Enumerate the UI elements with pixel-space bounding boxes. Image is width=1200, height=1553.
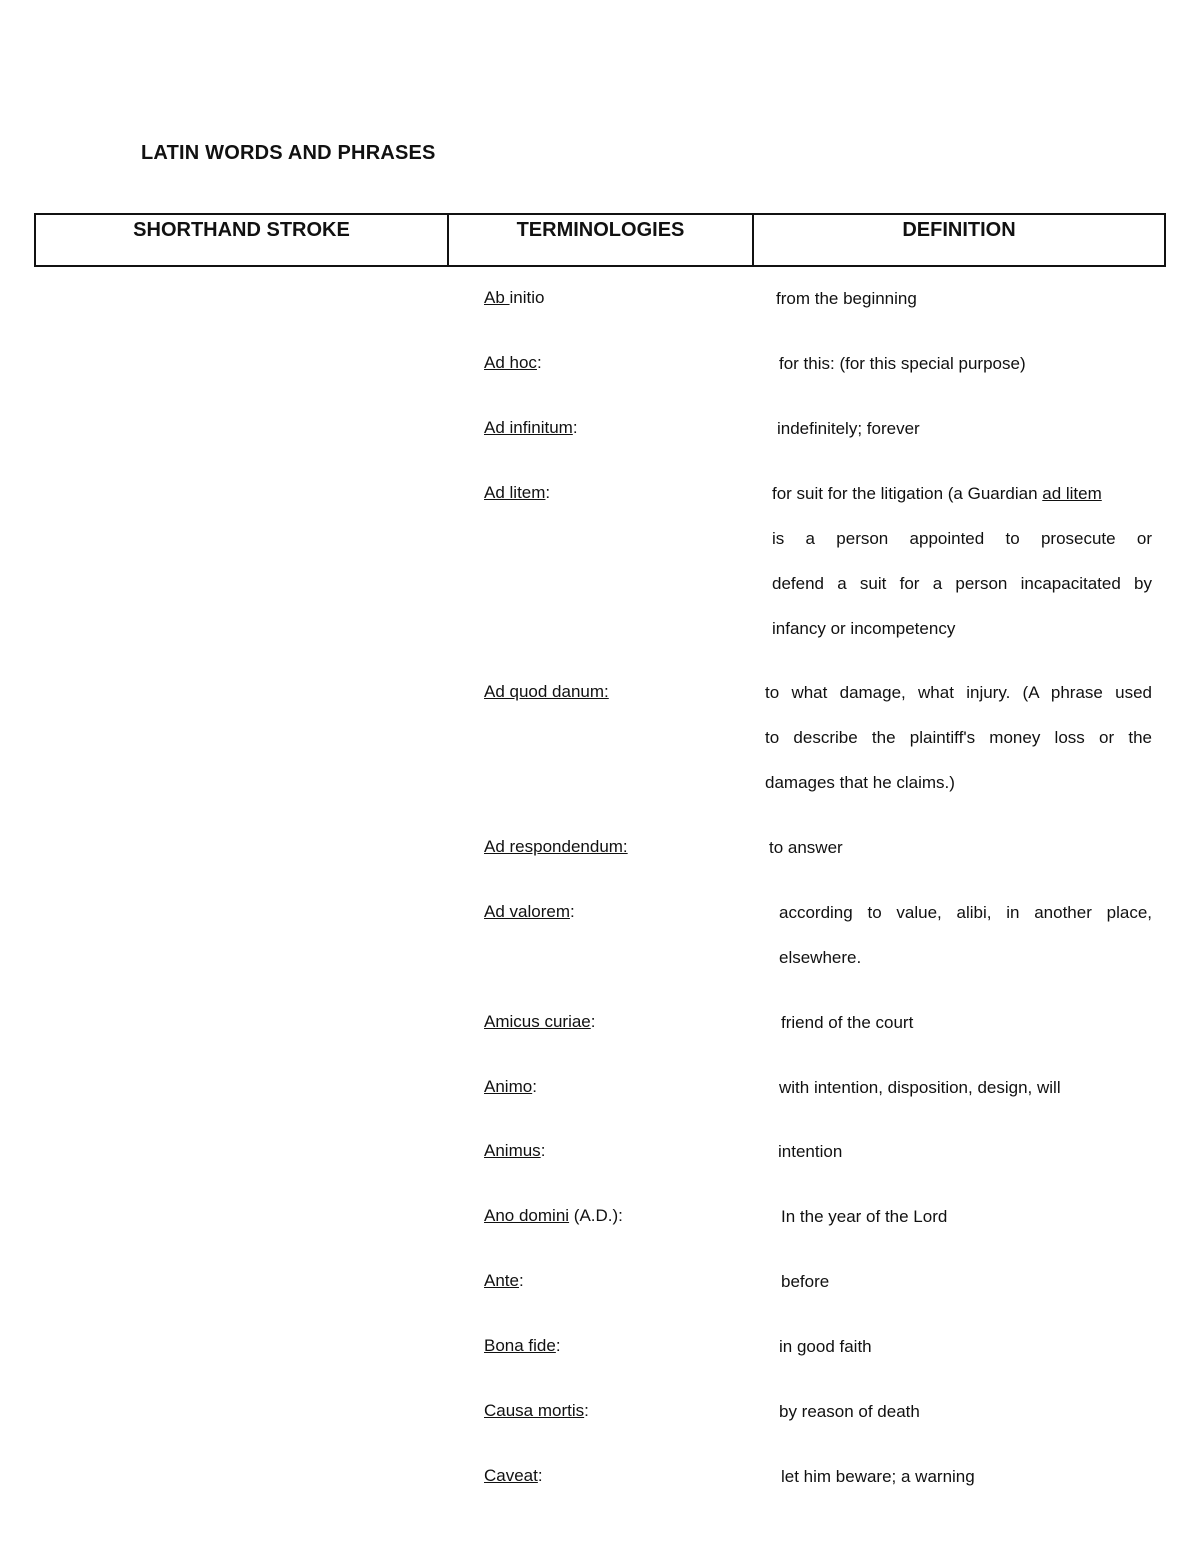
term-row: Ab initio	[484, 288, 545, 307]
term-row: Caveat:	[484, 1466, 543, 1485]
definition: by reason of death	[779, 1402, 920, 1421]
definition: before	[781, 1272, 830, 1291]
definition: indefinitely; forever	[777, 419, 920, 438]
definition: with intention, disposition, design, will	[779, 1078, 1061, 1097]
definition: from the beginning	[776, 289, 917, 308]
column-header-terminologies: TERMINOLOGIES	[449, 215, 754, 265]
definition: for this: (for this special purpose)	[779, 354, 1026, 373]
definition: to what damage, what injury. (A phrase used to describe the plaintiff's money loss or the damages that he claims.)	[765, 683, 1152, 792]
term-row: Ad litem:	[484, 483, 551, 502]
definition: for suit for the litigation (a Guardian ad litem is a person appointed to prosecute or defend a suit for a person incapacitated by infancy or incompetency	[772, 484, 1152, 638]
definition: intention	[778, 1142, 843, 1161]
term-row: Ano domini (A.D.):	[484, 1206, 623, 1225]
term-row: Causa mortis:	[484, 1401, 589, 1420]
term-row: Ante:	[484, 1271, 524, 1290]
term-row: Animus:	[484, 1141, 546, 1160]
column-header-definition: DEFINITION	[902, 219, 1016, 241]
table-header	[34, 213, 1166, 267]
definition: in good faith	[779, 1337, 872, 1356]
term-row: Bona fide:	[484, 1336, 561, 1355]
term-row: Ad valorem:	[484, 902, 575, 921]
term-row: Ad quod danum:	[484, 682, 609, 701]
term-row: Animo:	[484, 1077, 537, 1096]
definition: according to value, alibi, in another place, elsewhere.	[779, 903, 1152, 967]
definition: let him beware; a warning	[781, 1467, 975, 1486]
definition: friend of the court	[781, 1013, 914, 1032]
definition: In the year of the Lord	[781, 1207, 948, 1226]
term-row: Ad respondendum:	[484, 837, 628, 856]
page-title: LATIN WORDS AND PHRASES	[141, 142, 436, 164]
definition: to answer	[769, 838, 843, 857]
term-row: Ad hoc:	[484, 353, 542, 372]
column-header-shorthand: SHORTHAND STROKE	[36, 215, 449, 265]
term-row: Ad infinitum:	[484, 418, 578, 437]
term-row: Amicus curiae:	[484, 1012, 596, 1031]
